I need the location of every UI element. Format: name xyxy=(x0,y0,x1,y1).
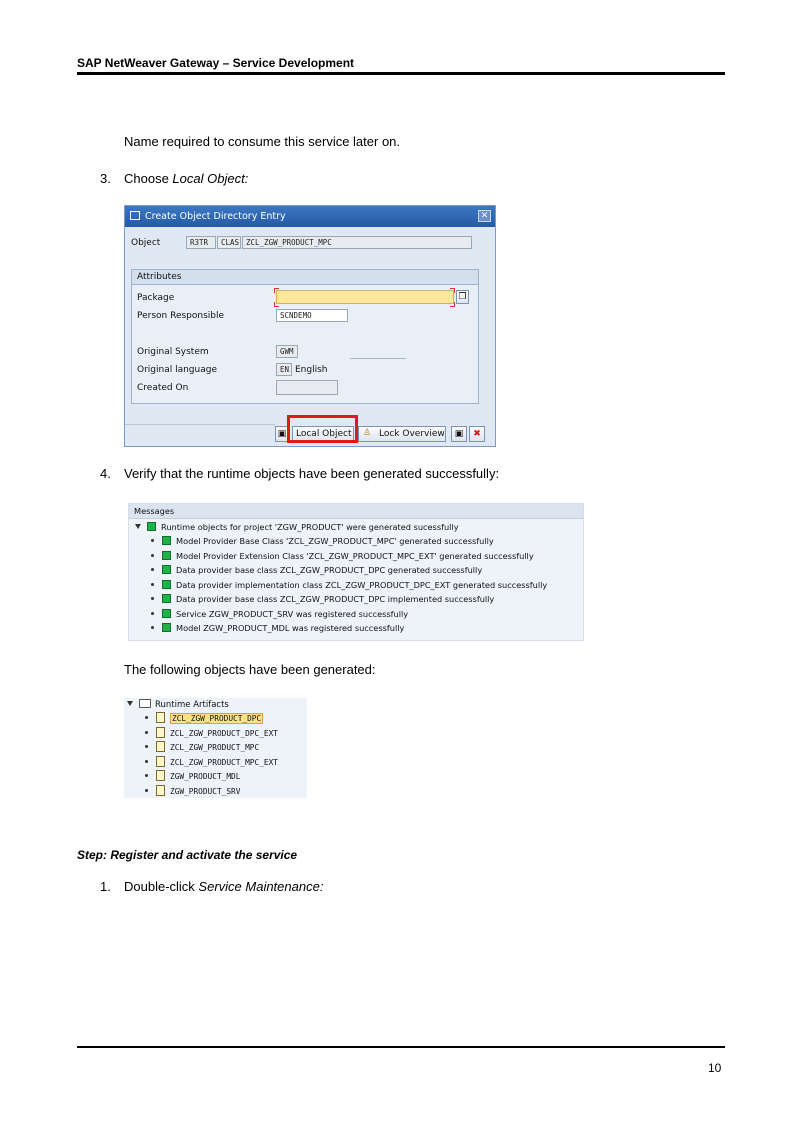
running-header: SAP NetWeaver Gateway – Service Development xyxy=(77,56,355,70)
message-item[interactable] xyxy=(151,578,547,592)
required-marker xyxy=(274,288,279,293)
messages-title: Messages xyxy=(134,506,175,516)
created-on-label: Created On xyxy=(137,383,189,393)
document-icon xyxy=(156,712,165,723)
artifact-item[interactable] xyxy=(145,741,259,755)
bullet-icon xyxy=(151,583,154,586)
dialog-titlebar xyxy=(125,206,495,227)
document-icon xyxy=(156,756,165,767)
bullet-icon xyxy=(151,568,154,571)
object-name-field: ZCL_ZGW_PRODUCT_MPC xyxy=(242,236,472,249)
message-text: Model Provider Base Class 'ZCL_ZGW_PRODUCT_MPC' generated successfully xyxy=(176,536,494,546)
success-icon xyxy=(162,609,171,618)
object-pgmid-field: R3TR xyxy=(186,236,216,249)
cancel-icon[interactable]: ✖ xyxy=(469,426,485,442)
attributes-group xyxy=(131,269,479,404)
artifact-item[interactable] xyxy=(145,785,240,799)
artifact-item[interactable] xyxy=(145,727,278,741)
step-1-number: 1. xyxy=(100,879,111,894)
highlight-box xyxy=(287,415,358,443)
artifact-item[interactable] xyxy=(145,770,240,784)
message-item[interactable] xyxy=(151,549,534,563)
lock-overview-button[interactable] xyxy=(358,426,446,442)
success-icon xyxy=(162,536,171,545)
expand-arrow-icon[interactable] xyxy=(135,524,141,529)
value-help-icon[interactable]: ❐ xyxy=(456,290,469,304)
divider xyxy=(350,358,406,359)
artifact-label: ZCL_ZGW_PRODUCT_MPC_EXT xyxy=(170,757,278,767)
success-icon xyxy=(162,551,171,560)
generated-objects-text: The following objects have been generated: xyxy=(124,662,376,677)
message-text: Service ZGW_PRODUCT_SRV was registered successfully xyxy=(176,608,409,619)
bullet-icon xyxy=(151,597,154,600)
save-icon[interactable]: ▣ xyxy=(275,426,289,442)
step-1-text xyxy=(124,879,323,894)
object-label: Object xyxy=(131,238,161,248)
original-system-field: GWM xyxy=(276,345,298,358)
bullet-icon xyxy=(145,716,148,719)
messages-header xyxy=(129,504,583,519)
original-language-name: English xyxy=(295,365,328,375)
message-item[interactable] xyxy=(151,592,494,606)
step-3-emphasis: Local Object: xyxy=(172,171,249,186)
attributes-header xyxy=(132,270,478,285)
package-input[interactable] xyxy=(276,290,454,304)
original-language-label: Original language xyxy=(137,365,217,375)
bullet-icon xyxy=(145,731,148,734)
message-item[interactable] xyxy=(151,621,404,635)
success-icon xyxy=(162,565,171,574)
object-type-field: CLAS xyxy=(217,236,241,249)
artifact-item[interactable] xyxy=(145,712,263,726)
artifact-label: ZCL_ZGW_PRODUCT_MPC xyxy=(170,743,260,752)
bullet-icon xyxy=(145,774,148,777)
section-heading: Step: Register and activate the service xyxy=(77,848,298,862)
attributes-title: Attributes xyxy=(137,272,182,282)
local-object-button[interactable]: Local Object xyxy=(292,426,354,442)
document-icon xyxy=(156,770,165,781)
messages-panel xyxy=(128,503,584,641)
message-item[interactable] xyxy=(151,607,408,621)
message-text: Data provider base class ZCL_ZGW_PRODUCT_DPC generated successfully xyxy=(176,565,483,575)
success-icon xyxy=(162,623,171,632)
document-icon xyxy=(156,727,165,738)
bullet-icon xyxy=(151,539,154,542)
edit-entry-icon xyxy=(130,211,140,220)
message-text: Data provider implementation class ZCL_ZGW_PRODUCT_DPC_EXT generated successfully xyxy=(176,579,548,590)
created-on-field xyxy=(276,380,338,395)
package-label: Package xyxy=(137,293,175,303)
success-icon xyxy=(162,594,171,603)
header-rule xyxy=(77,72,725,75)
step-1-emphasis: Service Maintenance: xyxy=(198,879,324,894)
runtime-artifacts-tree xyxy=(124,698,307,798)
artifact-label: ZGW_PRODUCT_MDL xyxy=(170,772,241,781)
bullet-icon xyxy=(151,626,154,629)
step-4-text: Verify that the runtime objects have been generated successfully: xyxy=(124,466,500,481)
artifacts-root-label: Runtime Artifacts xyxy=(155,700,229,710)
required-marker xyxy=(274,302,279,307)
create-object-directory-dialog xyxy=(124,205,496,447)
step-1-prefix: Double-click xyxy=(124,879,199,894)
message-text: Model Provider Extension Class 'ZCL_ZGW_PRODUCT_MPC_EXT' generated successfully xyxy=(176,550,534,561)
expand-arrow-icon[interactable] xyxy=(127,701,133,706)
lock-overview-label: Lock Overview xyxy=(379,429,445,439)
bullet-icon xyxy=(145,745,148,748)
step-3-number: 3. xyxy=(100,171,111,186)
success-icon xyxy=(147,522,156,531)
bullet-icon xyxy=(151,554,154,557)
folder-icon xyxy=(139,699,151,708)
artifact-label: ZCL_ZGW_PRODUCT_DPC xyxy=(172,714,262,723)
message-root-text: Runtime objects for project 'ZGW_PRODUCT' were generated sucessfully xyxy=(161,522,459,532)
dialog-title: Create Object Directory Entry xyxy=(145,211,286,222)
document-icon xyxy=(156,741,165,752)
save-icon[interactable]: ▣ xyxy=(451,426,467,442)
artifact-item[interactable] xyxy=(145,756,278,770)
intro-text: Name required to consume this service later on. xyxy=(124,134,401,149)
success-icon xyxy=(162,580,171,589)
message-item[interactable] xyxy=(151,534,494,548)
artifact-label: ZGW_PRODUCT_SRV xyxy=(170,786,241,796)
bullet-icon xyxy=(145,789,148,792)
bullet-icon xyxy=(151,612,154,615)
original-language-code: EN xyxy=(276,363,292,376)
required-marker xyxy=(450,302,455,307)
message-text: Data provider base class ZCL_ZGW_PRODUCT_DPC implemented successfully xyxy=(176,594,495,604)
message-text: Model ZGW_PRODUCT_MDL was registered successfully xyxy=(176,623,405,633)
person-responsible-input[interactable]: SCNDEMO xyxy=(276,309,348,322)
footer-rule xyxy=(77,1046,725,1048)
artifact-label: ZCL_ZGW_PRODUCT_DPC_EXT xyxy=(170,728,278,738)
step-4-number: 4. xyxy=(100,466,111,481)
step-3-prefix: Choose xyxy=(124,171,173,186)
message-item[interactable] xyxy=(151,563,482,577)
bullet-icon xyxy=(145,760,148,763)
divider xyxy=(125,424,275,425)
page-number: 10 xyxy=(708,1061,722,1075)
person-responsible-label: Person Responsible xyxy=(137,311,225,321)
document-icon xyxy=(156,785,165,796)
artifacts-root[interactable] xyxy=(127,698,229,712)
user-icon: ♙ xyxy=(363,428,372,438)
step-3-text xyxy=(124,171,248,186)
close-icon[interactable]: ✕ xyxy=(478,210,491,222)
required-marker xyxy=(450,288,455,293)
original-system-label: Original System xyxy=(137,347,209,357)
message-root[interactable] xyxy=(135,520,459,534)
